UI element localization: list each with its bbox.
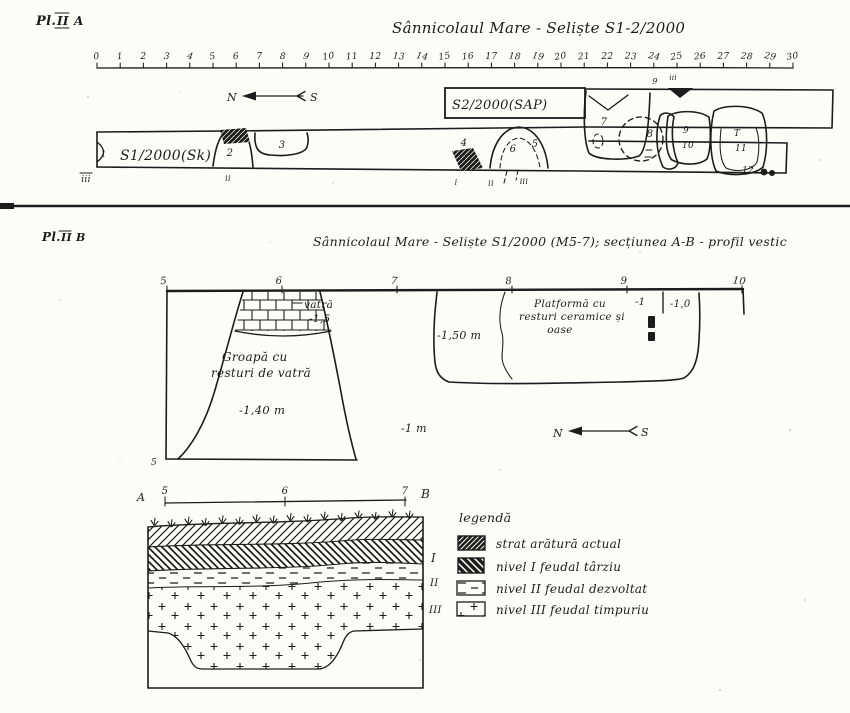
feature-5-6-arch xyxy=(488,127,548,188)
top-edge-notch xyxy=(652,74,693,98)
svg-text:2: 2 xyxy=(140,52,147,62)
feature-11 xyxy=(711,106,767,174)
level-label-3: III xyxy=(429,605,442,616)
feature-1 xyxy=(97,142,106,162)
notch-triangle xyxy=(668,88,693,98)
arch-mark-a: ii xyxy=(488,179,494,188)
svg-text:23: 23 xyxy=(624,51,638,63)
svg-text:22: 22 xyxy=(601,52,614,62)
platform-text-line2: resturi ceramice și xyxy=(519,311,625,323)
plate-b-label-numeral: II xyxy=(61,231,72,244)
compass-b-north-label: N xyxy=(553,427,563,440)
svg-text:7: 7 xyxy=(390,275,399,288)
plate-a-label-numeral: II xyxy=(57,14,69,28)
svg-text:30: 30 xyxy=(785,51,800,64)
compass-a-arrowhead xyxy=(242,92,256,101)
legend-title: legendă xyxy=(459,510,512,525)
ruler xyxy=(93,51,800,68)
arch-outer-outline xyxy=(490,127,548,168)
feature-11-t-mark: T xyxy=(733,129,741,139)
svg-text:19: 19 xyxy=(531,51,545,64)
compass-a-north-label: N xyxy=(227,91,237,104)
legend xyxy=(457,510,649,617)
pit-text-line2: resturi de vatră xyxy=(211,366,311,380)
legend-label-level2: nivel II feudal dezvoltat xyxy=(496,582,648,596)
platform-feature xyxy=(434,292,700,384)
strat-end-a: A xyxy=(137,491,146,504)
svg-text:12: 12 xyxy=(369,52,382,62)
feature-5-label: 5 xyxy=(531,139,539,150)
plate-a-label-prefix: Pl. xyxy=(36,14,57,29)
svg-text:13: 13 xyxy=(392,51,406,63)
svg-text:18: 18 xyxy=(508,51,522,63)
compass-a xyxy=(226,91,318,104)
hearth-depth: -1,5 xyxy=(309,313,331,325)
platform-depth-inner: -1 xyxy=(635,297,646,308)
svg-text:14: 14 xyxy=(415,51,429,64)
profile-bottom-line xyxy=(166,459,357,460)
notch-mark-b: iii xyxy=(669,74,677,82)
svg-text:7: 7 xyxy=(401,486,409,497)
legend-item-level2 xyxy=(457,581,647,596)
s1-bottom-line xyxy=(97,167,786,173)
legend-item-level1 xyxy=(458,558,621,574)
svg-text:5: 5 xyxy=(161,486,169,497)
arch-dash-drop-1 xyxy=(504,171,507,183)
svg-text:16: 16 xyxy=(461,51,475,63)
level-label-2: II xyxy=(430,578,439,589)
svg-text:28: 28 xyxy=(740,51,754,63)
legend-swatch-level3 xyxy=(457,602,485,616)
hearth-bottom-arc xyxy=(235,331,331,336)
profile-left-edge xyxy=(166,291,167,459)
legend-item-level3 xyxy=(457,602,649,617)
roman-mark-left: iii xyxy=(81,175,91,185)
svg-text:3: 3 xyxy=(163,51,171,63)
svg-text:6: 6 xyxy=(275,276,283,287)
feature-2-mark: ii xyxy=(225,174,231,183)
legend-swatch-plough xyxy=(458,536,485,550)
feature-4-burnt-fill xyxy=(452,148,483,171)
ruler-ticks xyxy=(93,51,800,68)
svg-text:8: 8 xyxy=(504,275,513,288)
svg-text:5: 5 xyxy=(208,51,217,63)
feature-4-mark: i xyxy=(454,178,458,187)
level-label-1: I xyxy=(431,551,437,565)
feature-7-vee xyxy=(589,95,628,110)
arch-mark-b: iii xyxy=(519,177,529,186)
profile-bottom-left-mark: 5 xyxy=(151,458,158,468)
profile-top-line xyxy=(167,289,743,291)
svg-text:24: 24 xyxy=(647,51,661,64)
stratigraphy-column xyxy=(136,486,443,688)
plate-a-label xyxy=(35,13,84,29)
compass-b xyxy=(552,426,649,440)
plate-b-label-prefix: Pl. xyxy=(42,230,61,244)
legend-label-level1: nivel I feudal târziu xyxy=(496,560,622,574)
feature-10-label: 10 xyxy=(681,141,695,151)
svg-text:11: 11 xyxy=(345,51,359,63)
legend-swatch-level2 xyxy=(457,581,485,595)
feature-11-label: 11 xyxy=(734,144,748,154)
svg-text:27: 27 xyxy=(717,52,730,62)
plate-b-title: Sânnicolaul Mare - Seliște S1/2000 (M5-7); secțiunea A-B - profil vestic xyxy=(313,234,788,249)
svg-text:7: 7 xyxy=(256,52,263,62)
svg-text:1: 1 xyxy=(116,51,124,63)
hearth-bricks xyxy=(235,292,334,331)
platform-charcoal-2 xyxy=(648,332,655,341)
hearth-label: vatră xyxy=(304,299,334,311)
feature-4 xyxy=(452,138,483,187)
feature-4-label: 4 xyxy=(460,138,468,149)
profile-scale-note: -1 m xyxy=(401,422,427,435)
trench-s1-label: S1/2000(Sk) xyxy=(120,148,212,164)
feature-3 xyxy=(255,133,308,156)
compass-b-south-label: S xyxy=(641,426,649,439)
plate-b-profile xyxy=(41,230,787,468)
feature-1-label: 1 xyxy=(101,150,107,159)
svg-text:10: 10 xyxy=(732,275,747,288)
feature-7-label: 7 xyxy=(600,117,608,128)
svg-text:29: 29 xyxy=(763,51,777,64)
plate-a-label-suffix: A xyxy=(74,14,84,28)
platform-text-line3: oase xyxy=(547,324,573,336)
pit-depth: -1,40 m xyxy=(239,403,286,417)
plate-b-label xyxy=(41,230,86,244)
arch-dash-drop-2 xyxy=(516,170,518,180)
svg-text:5: 5 xyxy=(159,275,168,288)
legend-label-level3: nivel III feudal timpuriu xyxy=(496,603,650,617)
feature-2-burnt-fill xyxy=(220,128,250,144)
feature-7 xyxy=(584,91,650,159)
feature-9-label: 9 xyxy=(682,126,690,136)
svg-text:10: 10 xyxy=(321,51,336,64)
svg-text:6: 6 xyxy=(281,486,289,497)
feature-2 xyxy=(213,128,253,183)
feature-12-stone-2 xyxy=(769,170,775,176)
compass-b-arrowhead xyxy=(568,427,582,436)
svg-text:20: 20 xyxy=(553,51,568,64)
svg-text:0: 0 xyxy=(92,51,101,63)
svg-text:25: 25 xyxy=(669,51,684,64)
notch-mark-a: 9 xyxy=(652,77,658,86)
svg-text:9: 9 xyxy=(620,276,628,287)
legend-label-plough: strat arătură actual xyxy=(496,537,622,551)
platform-depth-right: -1,0 xyxy=(670,299,691,310)
platform-charcoal-1 xyxy=(648,316,655,328)
svg-text:4: 4 xyxy=(186,51,194,63)
feature-3-label: 3 xyxy=(278,140,286,151)
hearth-pit xyxy=(178,292,356,459)
feature-6-label: 6 xyxy=(509,144,517,155)
feature-8-marks xyxy=(645,150,652,157)
feature-7-outline xyxy=(584,91,650,159)
compass-a-south-label: S xyxy=(310,91,318,104)
svg-text:6: 6 xyxy=(232,51,240,63)
plate-a-plan xyxy=(35,13,833,188)
strat-end-b: B xyxy=(421,487,431,501)
svg-text:21: 21 xyxy=(577,51,591,63)
left-roman-mark xyxy=(80,173,92,185)
legend-item-plough xyxy=(458,536,621,551)
plate-a-title: Sânnicolaul Mare - Seliște S1-2/2000 xyxy=(392,19,686,37)
s1-right-edge xyxy=(786,143,787,173)
platform-depth-left: -1,50 m xyxy=(437,329,482,342)
profile-right-edge xyxy=(743,289,744,314)
platform-inner-wavy-line xyxy=(500,292,512,379)
feature-12-stone-1 xyxy=(761,169,768,176)
feature-2-label: 2 xyxy=(226,148,234,159)
pit-text-line1: Groapă cu xyxy=(222,350,288,364)
plate-b-label-suffix: B xyxy=(76,231,86,244)
svg-text:26: 26 xyxy=(693,51,707,63)
svg-text:8: 8 xyxy=(279,51,287,63)
svg-text:9: 9 xyxy=(302,51,310,63)
platform-text-line1: Platformă cu xyxy=(534,298,606,310)
feature-12-label: 12 xyxy=(741,166,755,176)
svg-text:17: 17 xyxy=(485,52,498,62)
strat-level-labels xyxy=(428,551,443,616)
legend-swatch-level1 xyxy=(458,558,484,573)
svg-text:15: 15 xyxy=(437,51,452,64)
compass-b-chevron xyxy=(629,427,637,436)
feature-8-label: 8 xyxy=(646,129,654,140)
trench-s2-label: S2/2000(SAP) xyxy=(452,98,548,113)
